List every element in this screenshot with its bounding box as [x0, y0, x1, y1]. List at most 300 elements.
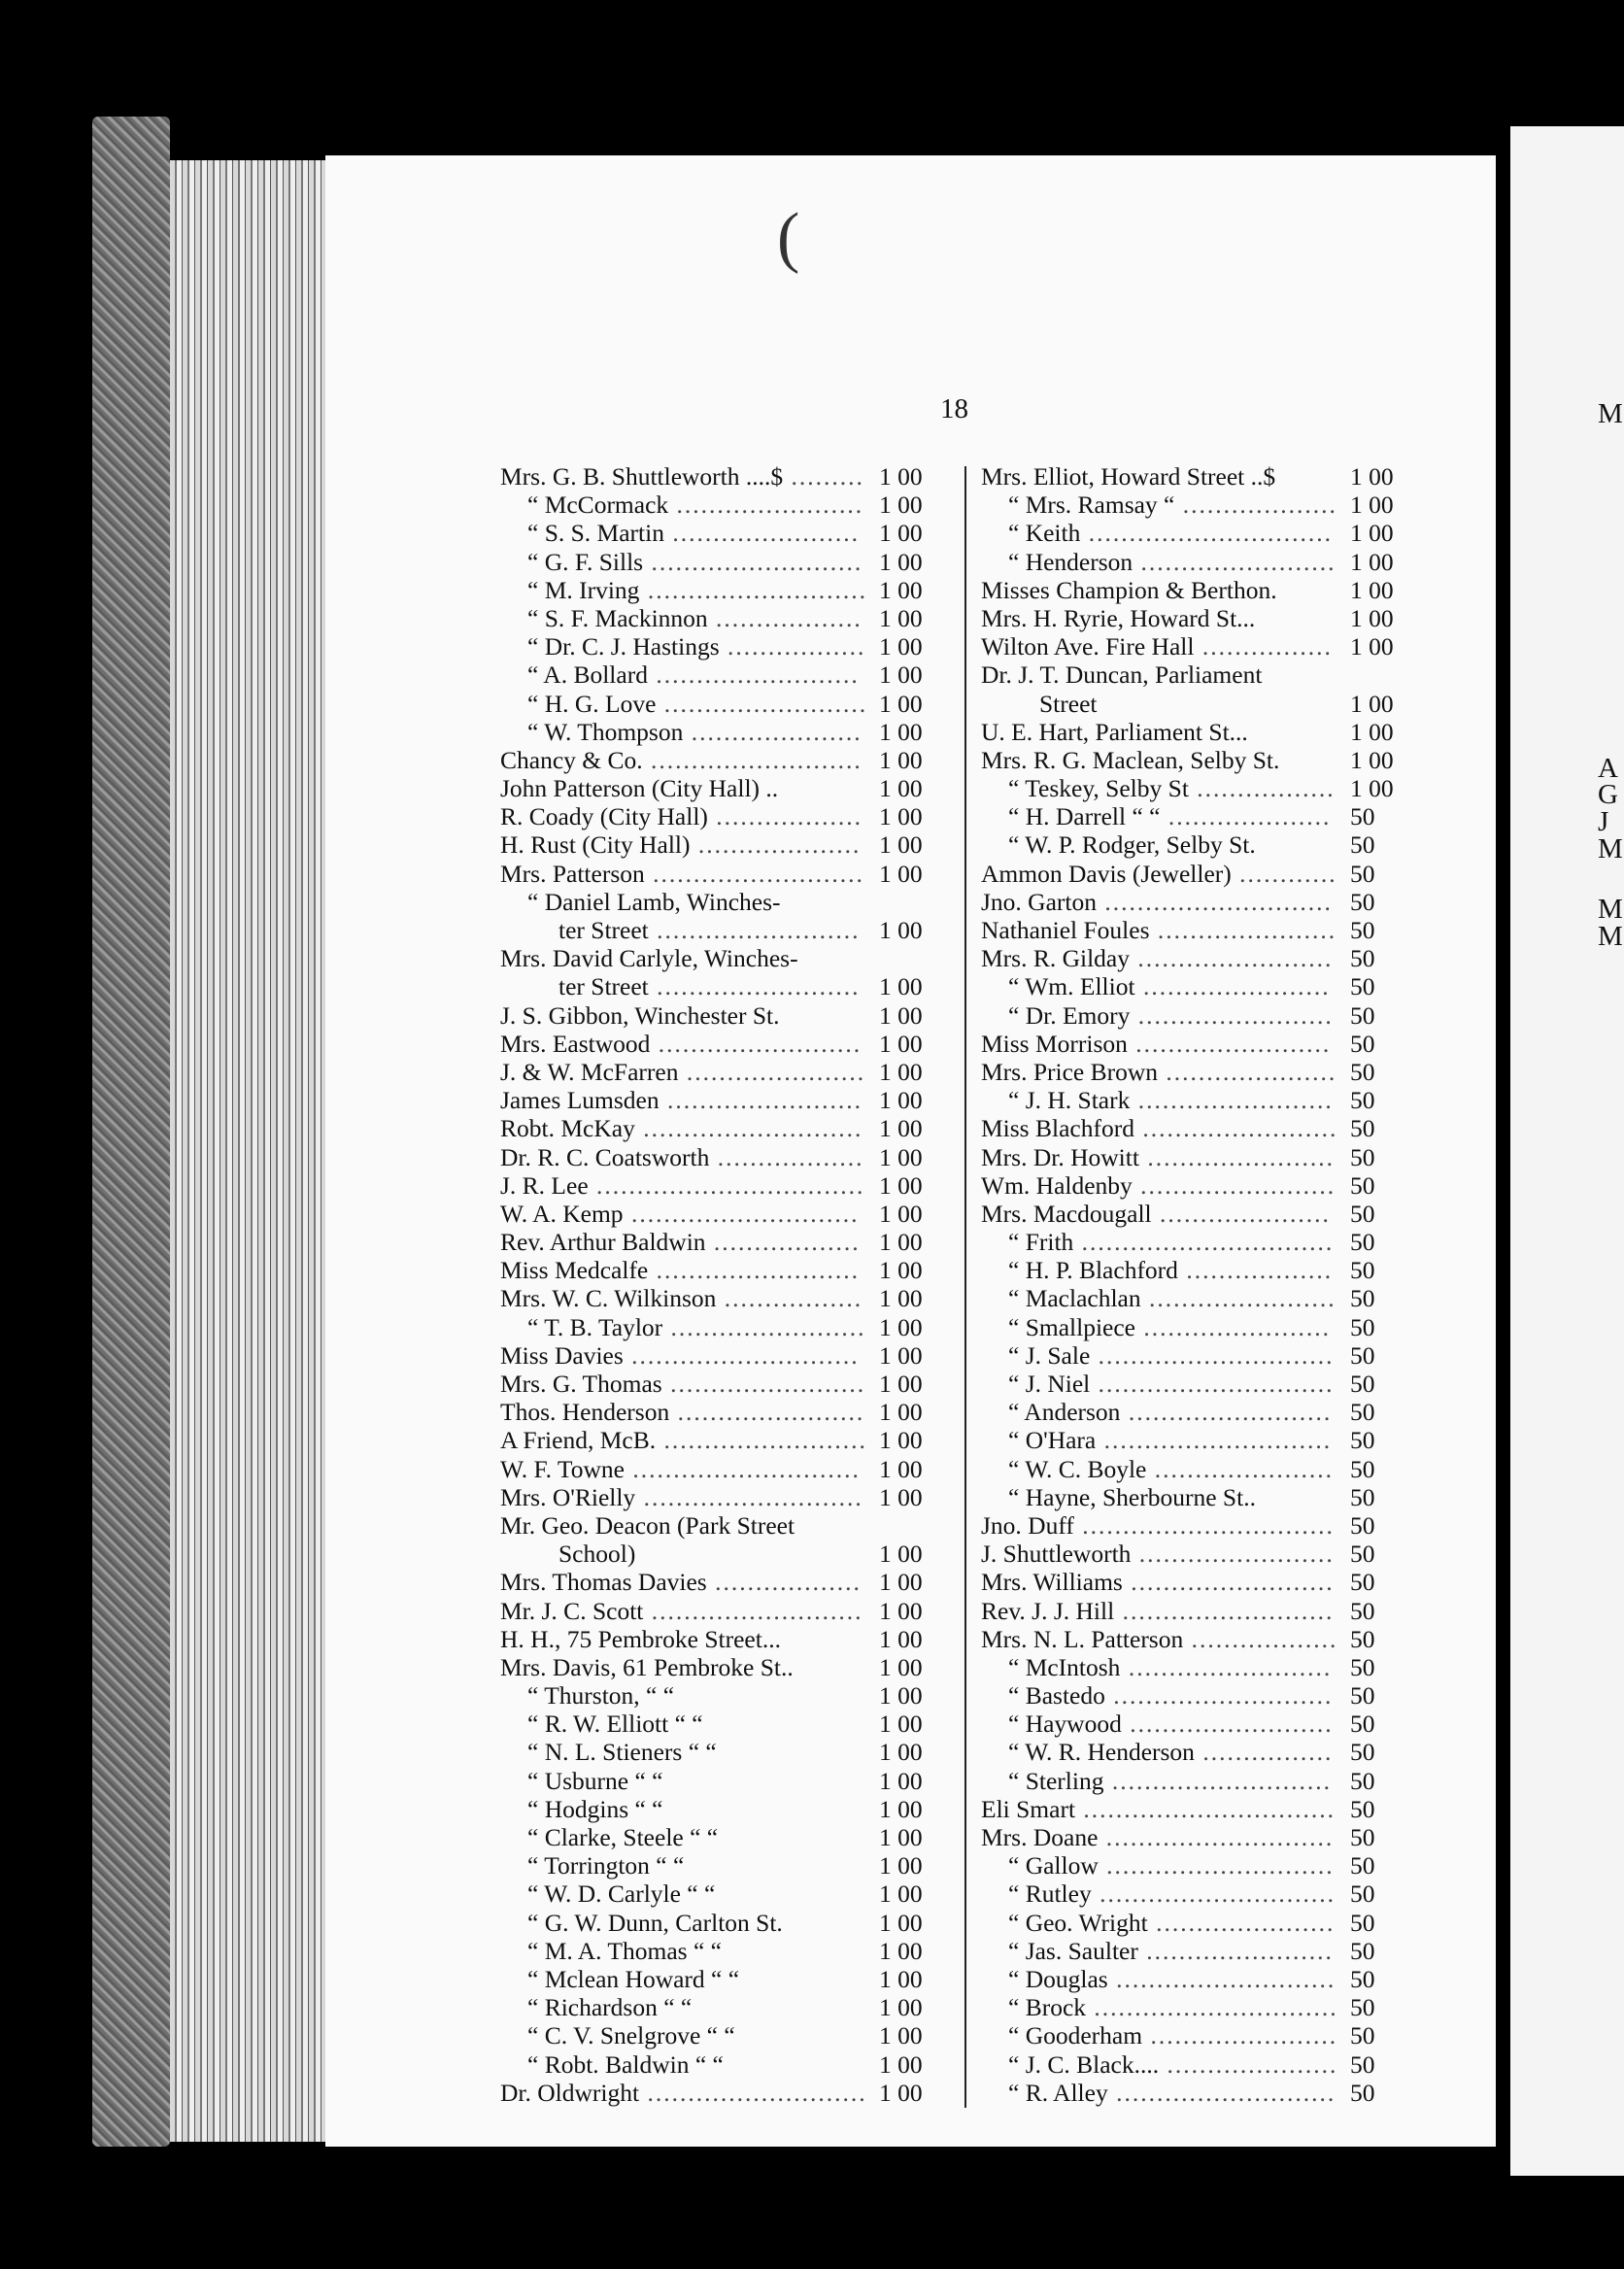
dot-leader: ...........................	[639, 2078, 867, 2107]
dot-leader: ........................	[659, 1086, 863, 1115]
subscriber-name: W. A. Kemp	[500, 1199, 624, 1228]
subscription-amount: 50	[1350, 1624, 1375, 1653]
dot-leader: .........................	[1121, 1710, 1334, 1739]
subscriber-row	[500, 1341, 947, 1370]
subscriber-name: J. & W. McFarren	[500, 1057, 679, 1086]
subscriber-row	[981, 1370, 1418, 1398]
subscriber-row	[500, 1909, 947, 1937]
subscription-amount: 1 00	[879, 632, 923, 661]
subscription-amount: 50	[1350, 1681, 1375, 1710]
subscriber-name: “ Clarke, Steele “ “	[527, 1823, 719, 1851]
subscriber-name: “ G. W. Dunn, Carlton St.	[527, 1908, 783, 1937]
subscriber-row	[981, 1880, 1418, 1908]
subscriber-name: Jno. Garton	[981, 887, 1097, 916]
subscriber-row	[500, 1993, 947, 2021]
dot-leader: ........................	[1130, 1086, 1334, 1115]
subscriber-name: Mrs. G. B. Shuttleworth ....$	[500, 462, 784, 491]
subscription-amount: 50	[1350, 1908, 1375, 1937]
dot-leader: ............................	[1098, 1851, 1335, 1880]
subscriber-name: “ Smallpiece	[1008, 1312, 1135, 1341]
subscription-amount: 50	[1350, 2021, 1375, 2050]
subscription-amount: 1 00	[879, 1454, 923, 1483]
subscription-amount: 1 00	[879, 2049, 923, 2079]
subscriber-name: Mrs. R. Gilday	[981, 944, 1130, 973]
subscription-amount: 50	[1350, 1993, 1375, 2022]
subscriber-name: Dr. R. C. Coatsworth	[500, 1142, 710, 1171]
subscriber-row	[981, 1625, 1418, 1653]
subscription-amount: 50	[1350, 1340, 1375, 1370]
subscription-amount: 50	[1350, 1284, 1375, 1313]
subscription-amount: 1 00	[1350, 603, 1394, 632]
dot-leader: ........................	[1131, 1540, 1335, 1569]
left-column	[500, 462, 947, 2107]
subscriber-row	[500, 1284, 947, 1312]
subscription-amount: 1 00	[879, 1652, 923, 1681]
dot-leader: ................	[1194, 632, 1333, 661]
subscriber-name: “ T. B. Taylor	[527, 1312, 663, 1341]
subscriber-name: Mrs. Thomas Davies	[500, 1568, 707, 1597]
subscriber-row	[981, 1823, 1418, 1851]
dot-leader: ........................	[1130, 944, 1334, 973]
subscriber-name: “ Gallow	[1008, 1851, 1099, 1880]
subscription-amount: 1 00	[1350, 575, 1394, 604]
subscription-amount: 1 00	[879, 462, 923, 491]
dot-leader: ..................	[1183, 1624, 1338, 1653]
page-number: 18	[940, 393, 968, 424]
subscriber-name: “ Wm. Elliot	[1008, 972, 1135, 1001]
dot-leader: .........................	[647, 660, 860, 690]
subscriber-name: “ Gooderham	[1008, 2021, 1143, 2050]
subscriber-name: Mrs. Williams	[981, 1568, 1123, 1597]
subscriber-row	[500, 1483, 947, 1511]
subscription-amount: 50	[1350, 1256, 1375, 1285]
subscription-amount: 50	[1350, 1086, 1375, 1115]
subscriber-name: “ Geo. Wright	[1008, 1908, 1148, 1937]
subscriber-name: Miss Blachford	[981, 1114, 1134, 1143]
subscriber-name: “ W. D. Carlyle “ “	[527, 1880, 716, 1909]
subscriber-row	[981, 916, 1418, 944]
subscriber-row	[981, 1086, 1418, 1114]
subscription-amount: 1 00	[879, 1710, 923, 1739]
subscriber-row	[981, 1568, 1418, 1596]
dot-leader: ..............................	[1080, 519, 1333, 548]
subscription-amount: 50	[1350, 887, 1375, 916]
subscription-amount: 1 00	[879, 1766, 923, 1795]
subscription-amount: 50	[1350, 944, 1375, 973]
subscription-amount: 1 00	[1350, 745, 1394, 774]
subscriber-row	[981, 774, 1418, 802]
subscriber-name: Mr. Geo. Deacon (Park Street	[500, 1510, 795, 1540]
subscription-amount: 1 00	[879, 603, 923, 632]
subscriber-row	[981, 1795, 1418, 1823]
subscriber-name: Miss Medcalfe	[500, 1256, 649, 1285]
subscriber-name: “ Douglas	[1008, 1964, 1108, 1993]
dot-leader: .........................	[1120, 1652, 1333, 1681]
subscriber-name: “ Mclean Howard “ “	[527, 1964, 740, 1993]
subscription-amount: 1 00	[879, 1340, 923, 1370]
subscriber-name: “ Torrington “ “	[527, 1851, 685, 1880]
subscriber-name: Mrs. David Carlyle, Winches-	[500, 944, 798, 973]
subscription-amount: 50	[1350, 1738, 1375, 1767]
dot-leader: ....................	[1160, 802, 1332, 831]
subscriber-row	[981, 1710, 1418, 1738]
subscription-amount: 1 00	[879, 1794, 923, 1823]
dot-leader: ........................	[661, 1370, 866, 1398]
subscriber-name: Rev. Arthur Baldwin	[500, 1228, 706, 1257]
dot-leader: .....................	[1159, 2049, 1338, 2079]
subscriber-row	[981, 1993, 1418, 2021]
subscriber-name: School)	[558, 1540, 636, 1569]
subscriber-row	[500, 632, 947, 660]
subscriber-name: “ A. Bollard	[527, 660, 648, 690]
subscriber-name: Ammon Davis (Jeweller)	[981, 859, 1232, 888]
dot-leader: ...............................	[1073, 1228, 1335, 1257]
page-edges	[170, 160, 325, 2142]
subscriber-row	[981, 690, 1418, 718]
dot-leader: ...........................	[1107, 1964, 1336, 1993]
subscriber-row	[500, 576, 947, 604]
subscription-amount: 1 00	[879, 1199, 923, 1228]
subscriber-row	[981, 1200, 1418, 1228]
subscription-amount: 1 00	[879, 774, 923, 803]
subscriber-name: “ Usburne “ “	[527, 1766, 663, 1795]
dot-leader: .......................	[1134, 972, 1331, 1001]
subscriber-row	[500, 548, 947, 576]
subscriber-row	[981, 1653, 1418, 1681]
dot-leader: .......................	[1137, 1936, 1334, 1965]
subscription-amount: 1 00	[879, 1284, 923, 1313]
subscriber-name: Robt. McKay	[500, 1114, 635, 1143]
subscription-amount: 1 00	[879, 1114, 923, 1143]
subscription-amount: 50	[1350, 1596, 1375, 1625]
subscriber-row	[981, 1965, 1418, 1993]
right-column	[981, 462, 1418, 2107]
subscriber-name: “ McCormack	[527, 491, 669, 520]
subscriber-name: “ H. P. Blachford	[1008, 1256, 1178, 1285]
dot-leader: ..........................	[643, 1596, 863, 1625]
subscription-amount: 1 00	[879, 1256, 923, 1285]
subscriber-name: Nathaniel Foules	[981, 916, 1150, 944]
dot-leader: ...........................	[1103, 1766, 1332, 1795]
subscriber-name: “ W. C. Boyle	[1008, 1454, 1147, 1483]
subscriber-row	[500, 1625, 947, 1653]
subscriber-name: Mrs. W. C. Wilkinson	[500, 1284, 717, 1313]
subscription-amount: 1 00	[879, 802, 923, 831]
subscription-amount: 1 00	[879, 1142, 923, 1171]
subscriber-row	[500, 660, 947, 689]
subscriber-name: Mrs. R. G. Maclean, Selby St.	[981, 745, 1280, 774]
dot-leader: ...........................	[1104, 1681, 1334, 1710]
subscriber-row	[981, 1455, 1418, 1483]
dot-leader: ...........................	[639, 575, 867, 604]
subscriber-name: Thos. Henderson	[500, 1398, 670, 1427]
subscriber-row	[981, 1001, 1418, 1030]
subscription-amount: 50	[1350, 1652, 1375, 1681]
subscriber-row	[500, 1681, 947, 1710]
subscription-amount: 1 00	[879, 859, 923, 888]
subscription-amount: 1 00	[1350, 519, 1394, 548]
subscription-amount: 50	[1350, 1312, 1375, 1341]
subscriber-row	[500, 860, 947, 888]
subscription-amount: 1 00	[879, 1482, 923, 1511]
subscription-amount: 50	[1350, 1199, 1375, 1228]
subscription-amount: 1 00	[1350, 717, 1394, 746]
subscription-amount: 1 00	[879, 1398, 923, 1427]
subscriber-row	[981, 888, 1418, 916]
subscription-amount: 50	[1350, 1398, 1375, 1427]
dot-leader: ............................	[623, 1340, 860, 1370]
subscriber-row	[981, 1313, 1418, 1341]
dot-leader: .................	[1188, 774, 1336, 803]
subscriber-name: Jno. Duff	[981, 1510, 1074, 1540]
subscription-amount: 1 00	[879, 2021, 923, 2050]
subscriber-row	[500, 1398, 947, 1426]
subscriber-name: “ O'Hara	[1008, 1426, 1097, 1455]
subscriber-row	[981, 660, 1418, 689]
subscriber-name: J. S. Gibbon, Winchester St.	[500, 1000, 780, 1030]
subscriber-row	[500, 1738, 947, 1766]
subscriber-row	[981, 576, 1418, 604]
subscriber-row	[500, 746, 947, 774]
subscription-amount: 50	[1350, 1142, 1375, 1171]
subscriber-name: “ H. G. Love	[527, 689, 657, 718]
subscription-amount: 50	[1350, 1540, 1375, 1569]
dot-leader: ............................	[623, 1199, 860, 1228]
subscriber-row	[981, 548, 1418, 576]
subscriber-name: John Patterson (City Hall) ..	[500, 774, 779, 803]
subscription-amount: 1 00	[879, 1624, 923, 1653]
book-binding	[92, 117, 170, 2147]
subscription-amount: 1 00	[879, 1568, 923, 1597]
dot-leader: ...................	[1174, 491, 1337, 520]
subscriber-name: W. F. Towne	[500, 1454, 625, 1483]
subscription-amount: 1 00	[879, 689, 923, 718]
subscriber-row	[981, 2021, 1418, 2049]
subscriber-name: “ W. P. Rodger, Selby St.	[1008, 830, 1256, 860]
subscription-amount: 50	[1350, 1426, 1375, 1455]
subscriber-name: “ Henderson	[1008, 547, 1133, 576]
adjacent-page-letter: J	[1598, 806, 1609, 837]
subscriber-row	[500, 1313, 947, 1341]
subscriber-name: “ Richardson “ “	[527, 1993, 693, 2022]
subscriber-row	[981, 944, 1418, 972]
column-divider	[964, 466, 966, 2108]
dot-leader: ........................	[1132, 1170, 1336, 1200]
subscriber-row	[500, 888, 947, 916]
dot-leader: .......................	[1142, 2021, 1338, 2050]
subscription-amount: 50	[1350, 972, 1375, 1001]
subscriber-row	[500, 519, 947, 547]
dot-leader: ........................	[662, 1312, 866, 1341]
dot-leader: ............................	[1098, 1823, 1335, 1851]
subscription-amount: 50	[1350, 859, 1375, 888]
subscriber-row	[981, 972, 1418, 1000]
subscriber-name: “ Dr. C. J. Hastings	[527, 632, 720, 661]
subscriber-row	[981, 491, 1418, 519]
adjacent-page-letter: M	[1598, 894, 1623, 925]
subscriber-name: H. H., 75 Pembroke Street...	[500, 1624, 781, 1653]
adjacent-page-letter: G	[1598, 779, 1618, 810]
subscriber-name: “ Jas. Saulter	[1008, 1936, 1138, 1965]
subscriber-row	[500, 944, 947, 972]
subscriber-name: Misses Champion & Berthon.	[981, 575, 1277, 604]
subscription-amount: 1 00	[879, 1823, 923, 1851]
dot-leader: ..................	[707, 603, 863, 632]
dot-leader: ........................	[1133, 547, 1336, 576]
subscriber-name: R. Coady (City Hall)	[500, 802, 708, 831]
subscriber-row	[500, 1823, 947, 1851]
subscriber-name: Wm. Haldenby	[981, 1170, 1133, 1200]
subscription-amount: 1 00	[1350, 774, 1394, 803]
subscriber-name: “ Anderson	[1008, 1398, 1121, 1427]
subscriber-name: Mrs. Eastwood	[500, 1029, 651, 1058]
subscriber-name: “ Bastedo	[1008, 1681, 1105, 1710]
subscriber-name: Miss Morrison	[981, 1029, 1128, 1058]
subscriber-row	[500, 1455, 947, 1483]
subscriber-name: J. R. Lee	[500, 1170, 589, 1200]
subscription-amount: 1 00	[879, 575, 923, 604]
subscription-amount: 1 00	[1350, 689, 1394, 718]
subscriber-name: “ R. Alley	[1008, 2078, 1108, 2107]
subscription-amount: 50	[1350, 1710, 1375, 1739]
subscriber-row	[981, 830, 1418, 859]
dot-leader: ..........................	[643, 547, 863, 576]
subscriber-row	[981, 1426, 1418, 1454]
subscriber-name: Mrs. Price Brown	[981, 1057, 1159, 1086]
subscriber-name: Street	[1039, 689, 1098, 718]
subscription-amount: 50	[1350, 1170, 1375, 1200]
dot-leader: .......................	[663, 519, 860, 548]
subscription-amount: 1 00	[879, 1228, 923, 1257]
subscription-amount: 50	[1350, 830, 1375, 860]
dot-leader: ..................	[706, 1568, 862, 1597]
subscription-amount: 1 00	[879, 1964, 923, 1993]
subscriber-row	[981, 1511, 1418, 1540]
subscriber-row	[981, 1284, 1418, 1312]
dot-leader: .........................	[650, 1029, 863, 1058]
subscriber-row	[500, 1228, 947, 1256]
subscriber-row	[981, 1738, 1418, 1766]
adjacent-page-letter: M	[1598, 398, 1623, 429]
subscriber-row	[500, 916, 947, 944]
dot-leader: .............................	[1090, 1340, 1335, 1370]
dot-leader: ...........................	[1107, 2078, 1336, 2107]
subscriber-row	[981, 860, 1418, 888]
subscription-amount: 1 00	[879, 830, 923, 860]
subscription-amount: 50	[1350, 1766, 1375, 1795]
subscription-amount: 1 00	[879, 1880, 923, 1909]
subscription-amount: 1 00	[879, 1370, 923, 1398]
subscriber-name: “ H. Darrell “ “	[1008, 802, 1161, 831]
dot-leader: ..................	[1177, 1256, 1334, 1285]
subscriber-row	[500, 1767, 947, 1795]
dot-leader: .........................	[648, 916, 861, 944]
subscription-amount: 1 00	[879, 1000, 923, 1030]
dot-leader: .........................	[656, 689, 868, 718]
dot-leader: ........................	[1130, 1000, 1334, 1030]
adjacent-page-letter: M	[1598, 921, 1623, 952]
subscriber-name: Mrs. N. L. Patterson	[981, 1624, 1184, 1653]
subscriber-name: ter Street	[558, 972, 649, 1001]
subscription-amount: 50	[1350, 1964, 1375, 1993]
subscriber-name: Mrs. Patterson	[500, 859, 645, 888]
subscriber-row	[981, 1058, 1418, 1086]
dot-leader: ..........................	[644, 859, 864, 888]
subscription-amount: 1 00	[879, 1057, 923, 1086]
subscription-amount: 50	[1350, 1794, 1375, 1823]
subscriber-name: Mrs. G. Thomas	[500, 1370, 662, 1398]
dot-leader: .....................	[1151, 1199, 1331, 1228]
subscription-amount: 1 00	[879, 660, 923, 690]
subscription-amount: 1 00	[879, 1596, 923, 1625]
subscriber-name: Mrs. O'Rielly	[500, 1482, 636, 1511]
subscription-amount: 50	[1350, 1482, 1375, 1511]
dot-leader: ...............................	[1073, 1510, 1335, 1540]
subscriber-row	[981, 1937, 1418, 1965]
dot-leader: .......................	[669, 1398, 865, 1427]
subscriber-row	[500, 604, 947, 632]
dot-leader: ..................	[709, 1142, 864, 1171]
dot-leader: ......................	[1147, 1908, 1336, 1937]
dot-leader: .........................	[648, 1256, 861, 1285]
subscriber-name: “ Robt. Baldwin “ “	[527, 2049, 724, 2079]
subscriber-row	[500, 491, 947, 519]
subscriber-name: “ Keith	[1008, 519, 1081, 548]
subscriber-row	[981, 632, 1418, 660]
subscriber-name: Rev. J. J. Hill	[981, 1596, 1115, 1625]
subscriber-name: James Lumsden	[500, 1086, 660, 1115]
subscriber-name: “ S. F. Mackinnon	[527, 603, 708, 632]
subscriber-row	[981, 746, 1418, 774]
subscriber-name: “ C. V. Snelgrove “ “	[527, 2021, 735, 2050]
subscription-amount: 50	[1350, 1823, 1375, 1851]
subscriber-name: Dr. Oldwright	[500, 2078, 640, 2107]
subscriber-row	[981, 718, 1418, 746]
dot-leader: ............	[1231, 859, 1337, 888]
subscriber-name: “ Hodgins “ “	[527, 1794, 663, 1823]
subscriber-name: Eli Smart	[981, 1794, 1076, 1823]
subscriber-name: “ W. Thompson	[527, 717, 684, 746]
subscriber-row	[981, 1483, 1418, 1511]
subscriber-row	[981, 1171, 1418, 1200]
subscriber-name: “ Teskey, Selby St	[1008, 774, 1189, 803]
subscriber-row	[500, 972, 947, 1000]
subscriber-name: Miss Davies	[500, 1340, 624, 1370]
subscription-amount: 50	[1350, 1029, 1375, 1058]
dot-leader: ............................	[1096, 1426, 1333, 1455]
adjacent-page-letter: A	[1598, 753, 1618, 784]
subscription-amount: 1 00	[1350, 632, 1394, 661]
dot-leader: .....................	[683, 717, 863, 746]
dot-leader: .................	[716, 1284, 863, 1313]
subscription-amount: 1 00	[1350, 491, 1394, 520]
subscriber-name: “ Rutley	[1008, 1880, 1092, 1909]
subscription-amount: 1 00	[879, 547, 923, 576]
dot-leader: ............................	[624, 1454, 861, 1483]
dot-leader: .......................	[1138, 1142, 1335, 1171]
subscriber-row	[500, 1426, 947, 1454]
dot-leader: ..................	[705, 1228, 861, 1257]
subscription-amount: 50	[1350, 1880, 1375, 1909]
dot-leader: ..............................	[1086, 1993, 1338, 2022]
dot-leader: .................	[719, 632, 866, 661]
subscriber-row	[981, 1341, 1418, 1370]
subscriber-name: H. Rust (City Hall)	[500, 830, 691, 860]
subscriber-name: A Friend, McB.	[500, 1426, 657, 1455]
subscription-amount: 50	[1350, 2049, 1375, 2079]
subscriber-name: “ Maclachlan	[1008, 1284, 1141, 1313]
subscriber-name: “ Daniel Lamb, Winches-	[527, 887, 781, 916]
